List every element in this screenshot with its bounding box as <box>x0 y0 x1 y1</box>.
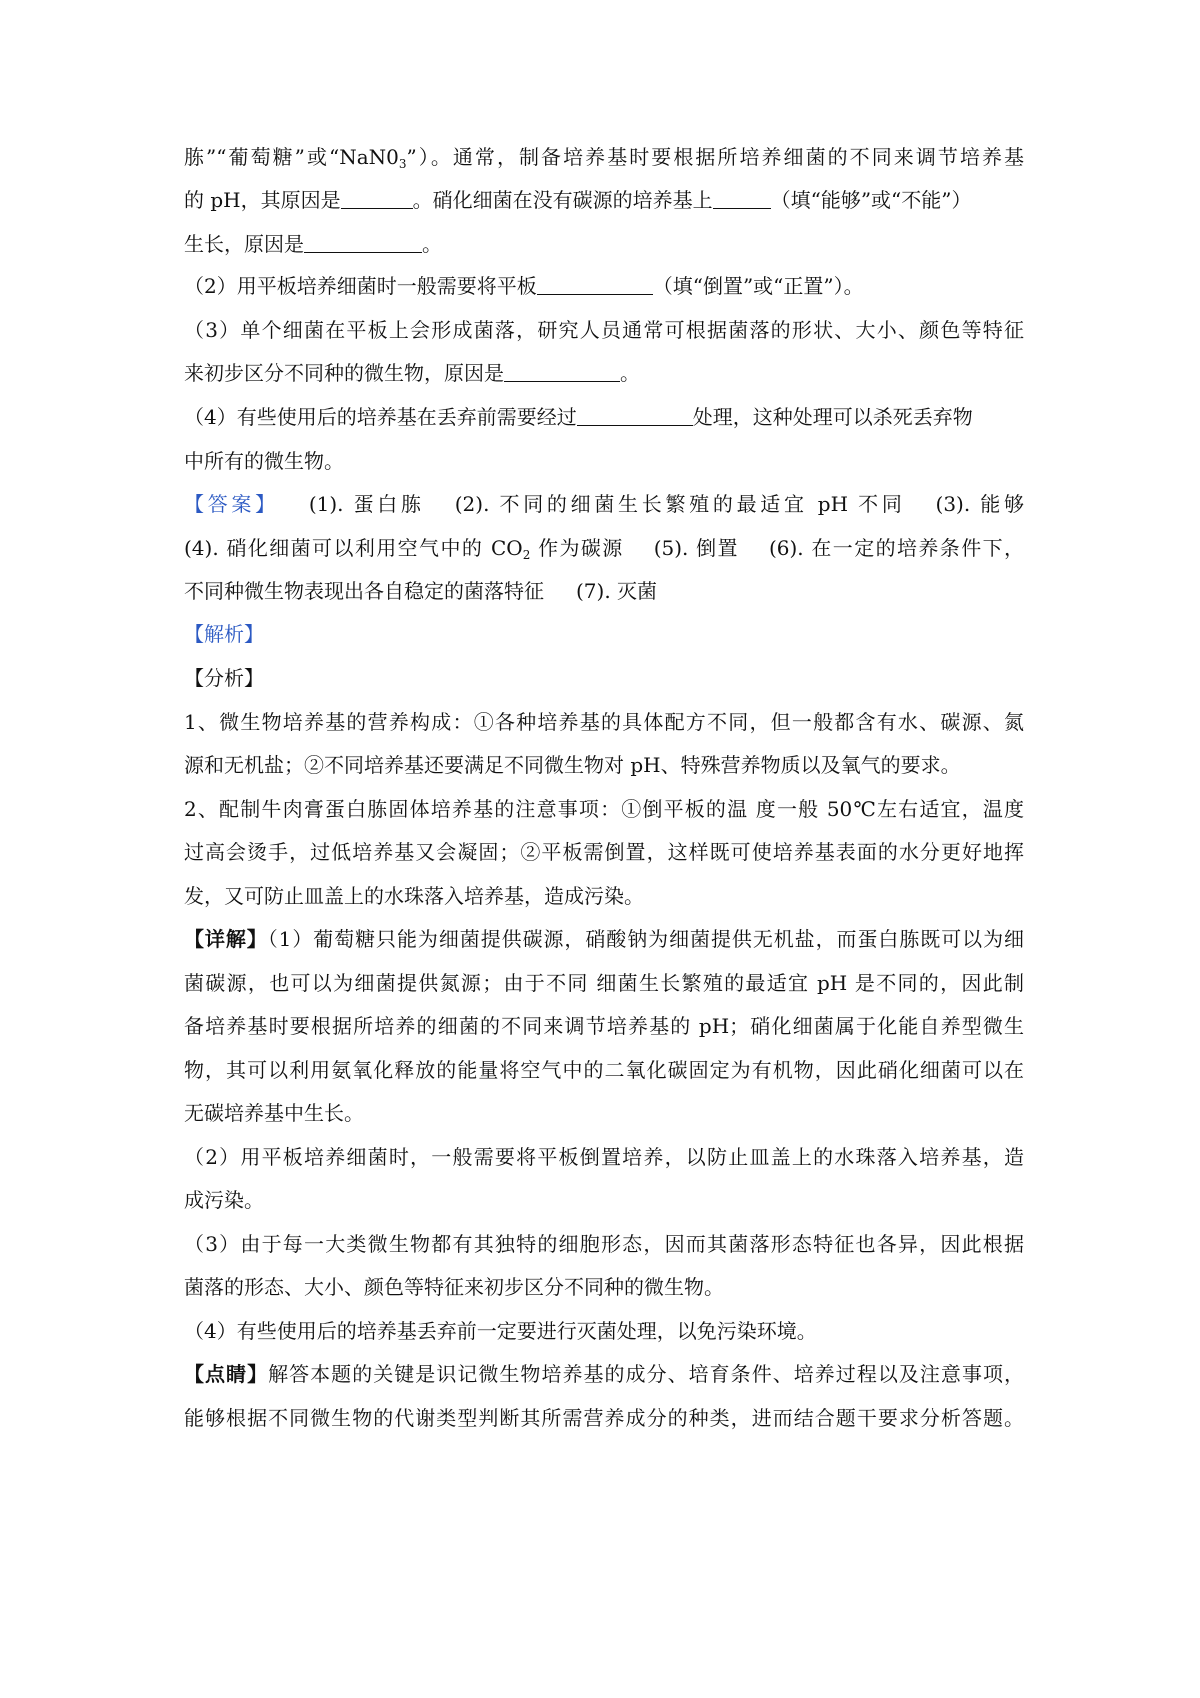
detail-line-2: 菌碳源，也可以为细菌提供氮源；由于不同 细菌生长繁殖的最适宜 pH 是不同的，因此制 <box>184 971 1024 995</box>
analysis-p1-line-1: 1、微生物培养基的营养构成：①各种培养基的具体配方不同，但一般都含有水、碳源、氮 <box>184 710 1024 734</box>
detail-line-4: 物，其可以利用氨氧化释放的能量将空气中的二氧化碳固定为有机物，因此硝化细菌可以在 <box>184 1058 1024 1082</box>
answer-blank <box>713 186 771 209</box>
detail2-line-2: 成污染。 <box>184 1188 264 1212</box>
q3-line-1: （3）单个细菌在平板上会形成菌落，研究人员通常可根据菌落的形状、大小、颜色等特征 <box>184 318 1024 342</box>
detail-tag: 【详解】 <box>184 927 268 951</box>
answer-blank <box>537 272 653 295</box>
detail4-line-1: （4）有些使用后的培养基丢弃前一定要进行灭菌处理，以免污染环境。 <box>184 1319 817 1343</box>
answer-tag: 【答案】 <box>184 492 279 516</box>
answer-blank <box>504 359 620 382</box>
fenxi-tag: 【分析】 <box>184 666 264 690</box>
detail3-line-1: （3）由于每一大类微生物都有其独特的细胞形态，因而其菌落形态特征也各异，因此根据 <box>184 1232 1024 1256</box>
analysis-p2-line-2: 过高会烫手，过低培养基又会凝固；②平板需倒置，这样既可使培养基表面的水分更好地挥 <box>184 840 1024 864</box>
detail2-line-1: （2）用平板培养细菌时，一般需要将平板倒置培养，以防止皿盖上的水珠落入培养基，造 <box>184 1145 1024 1169</box>
answer-blank <box>304 230 422 253</box>
answer-line-2: (4). 硝化细菌可以利用空气中的 $CO_2$ 作为碳源 (5). 倒置 (6). 在一定的培养条件下， <box>184 536 1024 562</box>
analysis-p2-line-3: 发，又可防止皿盖上的水珠落入培养基，造成污染。 <box>184 884 644 908</box>
answer-blank <box>577 403 693 426</box>
q3-line-2: 来初步区分不同种的微生物，原因是 。 <box>184 361 640 385</box>
dianjing-line-2: 能够根据不同微生物的代谢类型判断其所需营养成分的种类，进而结合题干要求分析答题。 <box>184 1406 1024 1430</box>
q1-line-2: 的 pH，其原因是 。硝化细菌在没有碳源的培养基上 （填“能够”或“不能”） <box>184 188 972 212</box>
analysis-p2-line-1: 2、配制牛肉膏蛋白胨固体培养基的注意事项：①倒平板的温 度一般 50℃左右适宜，温度 <box>184 797 1024 821</box>
dianjing-tag: 【点睛】 <box>184 1362 269 1386</box>
detail-line-3: 备培养基时要根据所培养的细菌的不同来调节培养基的 pH；硝化细菌属于化能自养型微生 <box>184 1014 1024 1038</box>
analysis-tag: 【解析】 <box>184 622 264 646</box>
q4-line-2: 中所有的微生物。 <box>184 449 344 473</box>
dianjing-line-1: 【点睛】解答本题的关键是识记微生物培养基的成分、培育条件、培养过程以及注意事项， <box>184 1362 1025 1386</box>
answer-line-3: 不同种微生物表现出各自稳定的菌落特征 (7). 灭菌 <box>184 579 658 603</box>
q2-line: （2）用平板培养细菌时一般需要将平板 （填“倒置”或“正置”）。 <box>184 274 864 298</box>
detail3-line-2: 菌落的形态、大小、颜色等特征来初步区分不同种的微生物。 <box>184 1275 724 1299</box>
answer-line-1: 【答案】 (1). 蛋白胨 (2). 不同的细菌生长繁殖的最适宜 pH 不同 (3). 能够 <box>184 492 1024 516</box>
detail-line-5: 无碳培养基中生长。 <box>184 1101 364 1125</box>
detail-line-1: 【详解】（1）葡萄糖只能为细菌提供碳源，硝酸钠为细菌提供无机盐，而蛋白胨既可以为细 <box>184 927 1024 951</box>
answer-blank <box>341 186 413 209</box>
q1-line-3: 生长，原因是 。 <box>184 232 442 256</box>
q4-line-1: （4）有些使用后的培养基在丢弃前需要经过 处理，这种处理可以杀死丢弃物 <box>184 405 973 429</box>
analysis-p1-line-2: 源和无机盐；②不同培养基还要满足不同微生物对 pH、特殊营养物质以及氧气的要求。 <box>184 753 961 777</box>
q1-line-1: 胨”“葡萄糖”或“$NaN0_3$”）。通常，制备培养基时要根据所培养细菌的不同来调节培养基 <box>184 145 1025 171</box>
